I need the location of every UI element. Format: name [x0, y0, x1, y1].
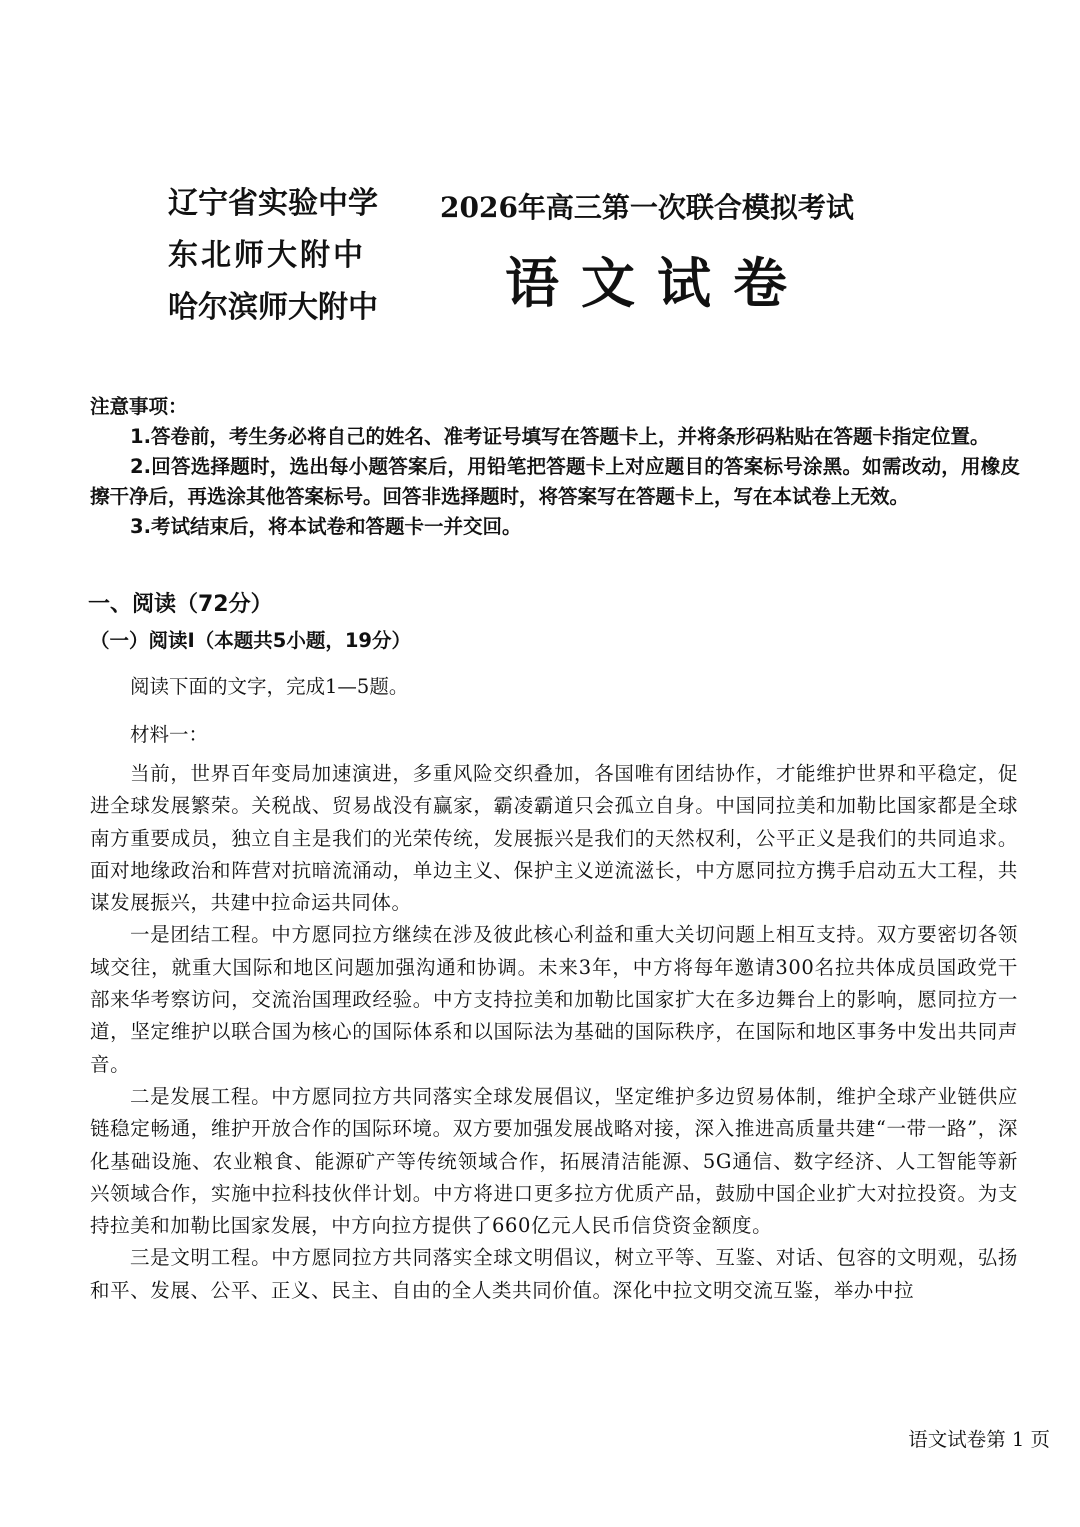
notice-item: 2.回答选择题时，选出每小题答案后，用铅笔把答题卡上对应题目的答案标号涂黑。如需改动，用橡皮擦干净后，再选涂其他答案标号。回答非选择题时，将答案写在答题卡上，写在本试卷上无效。: [90, 455, 1020, 508]
page-number: 语文试卷第 1 页: [908, 1428, 1050, 1451]
body-paragraph: 当前，世界百年变局加速演进，多重风险交织叠加，各国唯有团结协作，才能维护世界和平稳定，促进全球发展繁荣。关税战、贸易战没有赢家，霸凌霸道只会孤立自身。中国同拉美和加勒比国家都是全球南方重要成员，独立自主是我们的光荣传统，发展振兴是我们的天然权利，公平正义是我们的共同追求。面对地缘政治和阵营对抗暗流涌动，单边主义、保护主义逆流滋长，中方愿同拉方携手启动五大工程，共谋发展振兴，共建中拉命运共同体。: [90, 762, 1018, 915]
notice-item: 1.答卷前，考生务必将自己的姓名、准考证号填写在答题卡上，并将条形码粘贴在答题卡指定位置。: [130, 425, 990, 448]
section-title: 一、阅读（72分）: [88, 592, 273, 617]
school-name: 东北师大附中: [168, 238, 366, 273]
exam-title: 2026年高三第一次联合模拟考试: [440, 191, 854, 224]
body-paragraph: 二是发展工程。中方愿同拉方共同落实全球发展倡议，坚定维护多边贸易体制，维护全球产业链供应链稳定畅通，维护开放合作的国际环境。双方要加强发展战略对接，深入推进高质量共建“一带一路”，深化基础设施、农业粮食、能源矿产等传统领域合作，拓展清洁能源、5G通信、数字经济、人工智能等新兴领域合作，实施中拉科技伙伴计划。中方将进口更多拉方优质产品，鼓励中国企业扩大对拉投资。为支持拉美和加勒比国家发展，中方向拉方提供了660亿元人民币信贷资金额度。: [90, 1084, 1018, 1238]
reading-instruction: 阅读下面的文字，完成1—5题。: [130, 675, 409, 698]
body-paragraph: 三是文明工程。中方愿同拉方共同落实全球文明倡议，树立平等、互鉴、对话、包容的文明观，弘扬和平、发展、公平、正义、民主、自由的全人类共同价值。深化中拉文明交流互鉴，举办中拉: [90, 1246, 1018, 1302]
school-list: [168, 178, 398, 334]
notice-title: 注意事项：: [90, 395, 188, 418]
subject-title: 语文试卷: [505, 251, 809, 315]
material-label: 材料一：: [130, 723, 209, 746]
school-name: 辽宁省实验中学: [168, 186, 378, 221]
body-paragraph: 一是团结工程。中方愿同拉方继续在涉及彼此核心利益和重大关切问题上相互支持。双方要密切各领域交往，就重大国际和地区问题加强沟通和协调。未来3年，中方将每年邀请300名拉共体成员国政党干部来华考察访问，交流治国理政经验。中方支持拉美和加勒比国家扩大在多边舞台上的影响，愿同拉方一道，坚定维护以联合国为核心的国际体系和以国际法为基础的国际秩序，在国际和地区事务中发出共同声音。: [90, 923, 1018, 1076]
material-body: [90, 758, 1018, 1307]
subsection-title: （一）阅读Ⅰ（本题共5小题，19分）: [90, 629, 411, 652]
school-name: 哈尔滨师大附中: [168, 290, 378, 325]
notice-item: 3.考试结束后，将本试卷和答题卡一并交回。: [130, 515, 522, 538]
notice-block: [90, 392, 1020, 542]
